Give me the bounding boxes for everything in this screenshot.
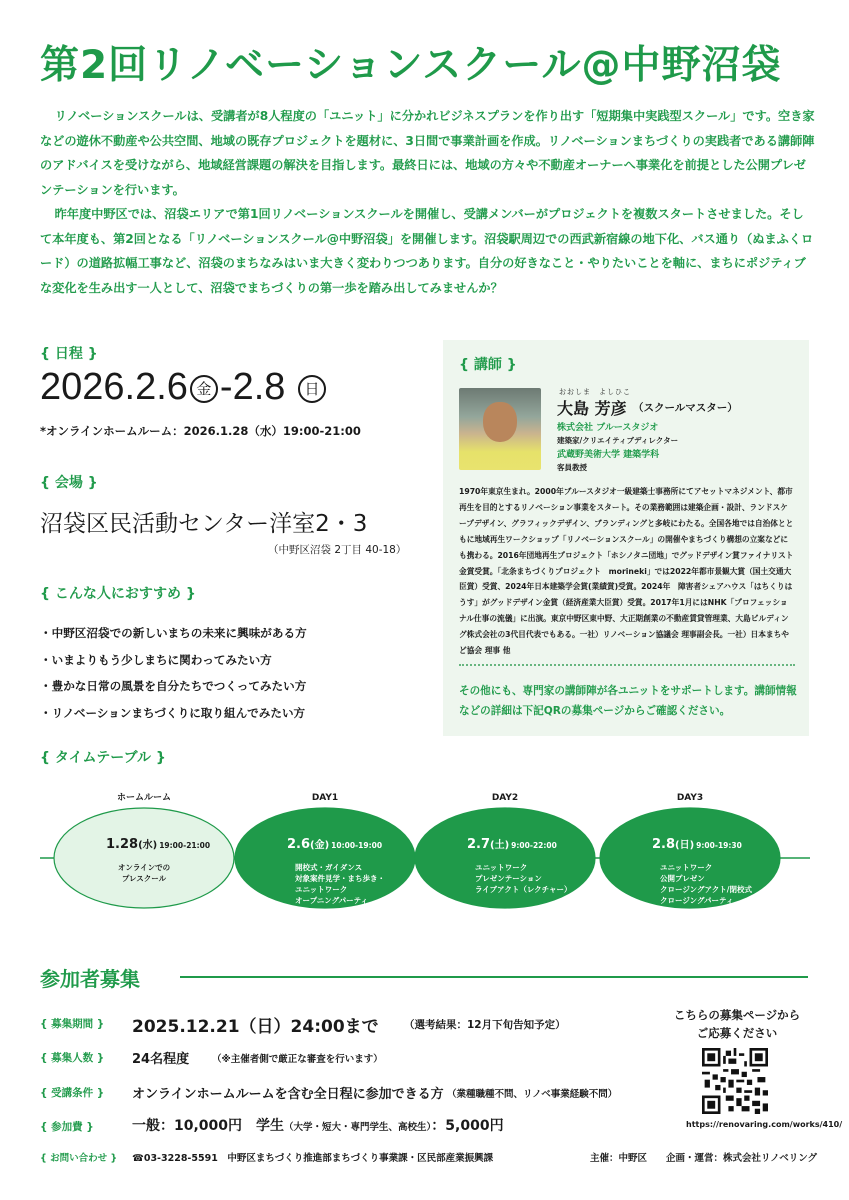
timetable-item (600, 793, 780, 908)
capacity-note: （※主催者側で厳正な審査を行います） (212, 1054, 383, 1065)
recommend-heading: { こんな人におすすめ } (40, 586, 196, 602)
timetable-line: クロージングアクト/閉校式 (660, 885, 753, 894)
intro-paragraph-1: リノベーションスクールは、受講者が8人程度の「ユニット」に分かれビジネスプランを作り出す「短期集中実践型スクール」です。空き家などの遊休不動産や公共空間、地域の既存プロジェクトを題材に、3日間で事業計画を作成。リノベーションまちづくりの実践者である講師陣のアドバイスを受けながら、地域経営課題の解決を目指します。最終日には、地域の方々や不動産オーナーへ事業化を前提とした公開プレゼンテーションを行います。 (40, 109, 815, 197)
date-start: 2026.2.6 (40, 366, 188, 408)
timetable-item (235, 793, 415, 908)
timetable-line: 公開プレゼン (660, 874, 705, 883)
capacity-value: 24名程度 (132, 1052, 190, 1067)
period-value: 2025.12.21（日）24:00まで (132, 1017, 379, 1037)
lecturer-photo (459, 388, 541, 470)
timetable-date: 2.7(土) 9:00-22:00 (467, 837, 557, 852)
lecturer-support-text: その他にも、専門家の講師陣が各ユニットをサポートします。講師情報などの詳細は下記QRの募集ページからご確認ください。 (459, 685, 797, 717)
lecturer-org2-title: 客員教授 (557, 463, 587, 472)
organizer: 主催：中野区 (590, 1153, 648, 1164)
fee-student: 学生 (256, 1118, 285, 1134)
planner: 企画・運営：株式会社リノベリング (666, 1153, 818, 1164)
date-dash: - (219, 366, 233, 408)
timetable-graphic (40, 788, 810, 928)
timetable-line: ユニットワーク (295, 885, 348, 894)
intro-text (40, 104, 815, 300)
period-label: { 募集期間 } (40, 1018, 105, 1030)
condition-note: （業種職種不問、リノベ事業経験不問） (447, 1089, 618, 1100)
timetable-line: ユニットワーク (475, 863, 528, 872)
lecturer-panel (443, 340, 809, 736)
fee-value (132, 1115, 504, 1135)
lecturer-bio: 1970年東京生まれ。2000年ブルースタジオ一級建築士事務所にてアセットマネジメント、都市再生を目的とするリノベーション事業をスタート。その業務範囲は建築企画・設計、ランドスケープデザイン、グラフィックデザイン、ブランディングと多岐にわたる。全国各地では自治体とともに地域再生ワークショップ「リノベーションスクール」の開催やまちづくり構想の立案などにも携わる。2016年団地再生プロジェクト「ホシノタニ団地」でグッドデザイン賞ファイナリスト金賞受賞。「北条まちづくりプロジェクト morineki」では2022年都市景観大賞（国土交通大臣賞）受賞、2024年日本建築学会賞(業績賞)受賞。2024年 障害者シェアハウス「はちくりはうす」がグッドデザイン金賞（経済産業大臣賞）受賞。2017年1月にはNHK「プロフェッショナル仕事の流儀」に出演。東京中野区東中野、大正期創業の不動産賃貸管理業、大島ビルディング株式会社の3代目代表でもある。一社）リノベーション協議会 理事副会長。一社）日本まちやど協会 理事 他 (459, 487, 794, 656)
timetable-date: 2.6(金) 10:00-19:00 (287, 837, 383, 852)
lecturer-name: 大島 芳彦 (557, 399, 627, 418)
lecturer-org1-title: 建築家/クリエイティブディレクター (557, 436, 679, 445)
recommend-item: ・中野区沼袋での新しいまちの未来に興味がある方 (40, 626, 307, 640)
lecturer-name-ruby: おおしま よしひこ (559, 388, 631, 396)
timetable-line: ユニットワーク (660, 863, 713, 872)
contact-label: { お問い合わせ } (40, 1153, 118, 1164)
venue-heading: { 会場 } (40, 475, 98, 491)
lecturer-heading: { 講師 } (459, 357, 517, 373)
qr-url[interactable]: https://renovaring.com/works/410/ (686, 1120, 843, 1129)
recruit-heading: 参加者募集 (40, 967, 140, 991)
timetable-line: 開校式・ガイダンス (295, 863, 363, 872)
timetable-heading: { タイムテーブル } (40, 750, 166, 766)
schedule-note: *オンラインホームルーム：2026.1.28（水）19:00-21:00 (40, 424, 361, 438)
period-note: （選考結果：12月下旬告知予定） (404, 1019, 566, 1031)
date-end: 2.8 (232, 366, 286, 408)
timetable-bubble (54, 808, 234, 908)
qr-code[interactable] (702, 1048, 768, 1114)
timetable-label: DAY3 (676, 793, 704, 803)
timetable-line: クロージングパーティ (660, 896, 734, 905)
fee-student-value: ：5,000円 (431, 1118, 504, 1134)
timetable-line: 対象案件見学・まち歩き・ (295, 874, 385, 883)
timetable-line: ライブアクト（レクチャー） (475, 885, 572, 894)
recommend-item: ・豊かな日常の風景を自分たちでつくってみたい方 (40, 679, 307, 693)
timetable-line: オンラインでの (117, 863, 171, 872)
recruit-rule (180, 976, 808, 978)
timetable-line: オープニングパーティ (295, 896, 369, 905)
lecturer-face (483, 402, 517, 442)
timetable-line: プレゼンテーション (475, 874, 542, 883)
lecturer-org2: 武蔵野美術大学 建築学科 (557, 450, 660, 460)
fee-label: { 参加費 } (40, 1121, 94, 1133)
fee-student-note: （大学・短大・専門学生、高校生） (284, 1122, 432, 1133)
fee-general: 一般：10,000円 (132, 1118, 243, 1134)
condition-value: オンラインホームルームを含む全日程に参加できる方 (132, 1087, 444, 1102)
condition-label: { 受講条件 } (40, 1087, 105, 1099)
timetable-line: プレスクール (121, 874, 167, 883)
timetable-date: 1.28(水) 19:00-21:00 (106, 837, 211, 852)
recommend-item: ・リノベーションまちづくりに取り組んでみたい方 (40, 705, 306, 720)
lecturer-org1: 株式会社 ブルースタジオ (557, 423, 659, 433)
schedule-date (40, 366, 328, 409)
timetable-date: 2.8(日) 9:00-19:30 (652, 837, 742, 852)
recommend-item: ・いまよりもう少しまちに関わってみたい方 (40, 652, 272, 667)
timetable-label: DAY1 (311, 793, 339, 803)
timetable-label: ホームルーム (116, 793, 172, 803)
capacity-label: { 募集人数 } (40, 1052, 105, 1064)
lecturer-role: （スクールマスター） (633, 402, 738, 414)
day-end-badge: 日 (298, 375, 326, 403)
schedule-heading: { 日程 } (40, 346, 98, 362)
qr-caption: こちらの募集ページからご応募ください (673, 1008, 801, 1040)
recommend-list (40, 625, 307, 731)
page-title: 第2回リノベーションスクール@中野沼袋 (40, 43, 782, 88)
timetable-label: DAY2 (491, 793, 519, 803)
lecturer-divider (459, 664, 795, 666)
day-start-badge: 金 (190, 375, 218, 403)
timetable-item (415, 793, 595, 908)
contact-value: ☎03-3228-5591 中野区まちづくり推進部まちづくり事業課・区民部産業振興課 (132, 1153, 494, 1164)
venue-address: （中野区沼袋 2丁目 40-18） (268, 544, 407, 556)
timetable-item (54, 792, 234, 908)
intro-paragraph-2: 昨年度中野区では、沼袋エリアで第1回リノベーションスクールを開催し、受講メンバーがプロジェクトを複数スタートさせました。そして本年度も、第2回となる「リノベーションスクール@中野沼袋」を開催します。沼袋駅周辺での西武新宿線の地下化、バス通り（ぬまふくロード）の道路拡幅工事など、沼袋のまちなみはいま大きく変わりつつあります。自分の好きなこと・やりたいことを軸に、まちにポジティブな変化を生み出す一人として、沼袋でまちづくりの第一歩を踏み出してみませんか？ (40, 207, 814, 295)
venue-name: 沼袋区民活動センター洋室2・3 (40, 511, 368, 537)
